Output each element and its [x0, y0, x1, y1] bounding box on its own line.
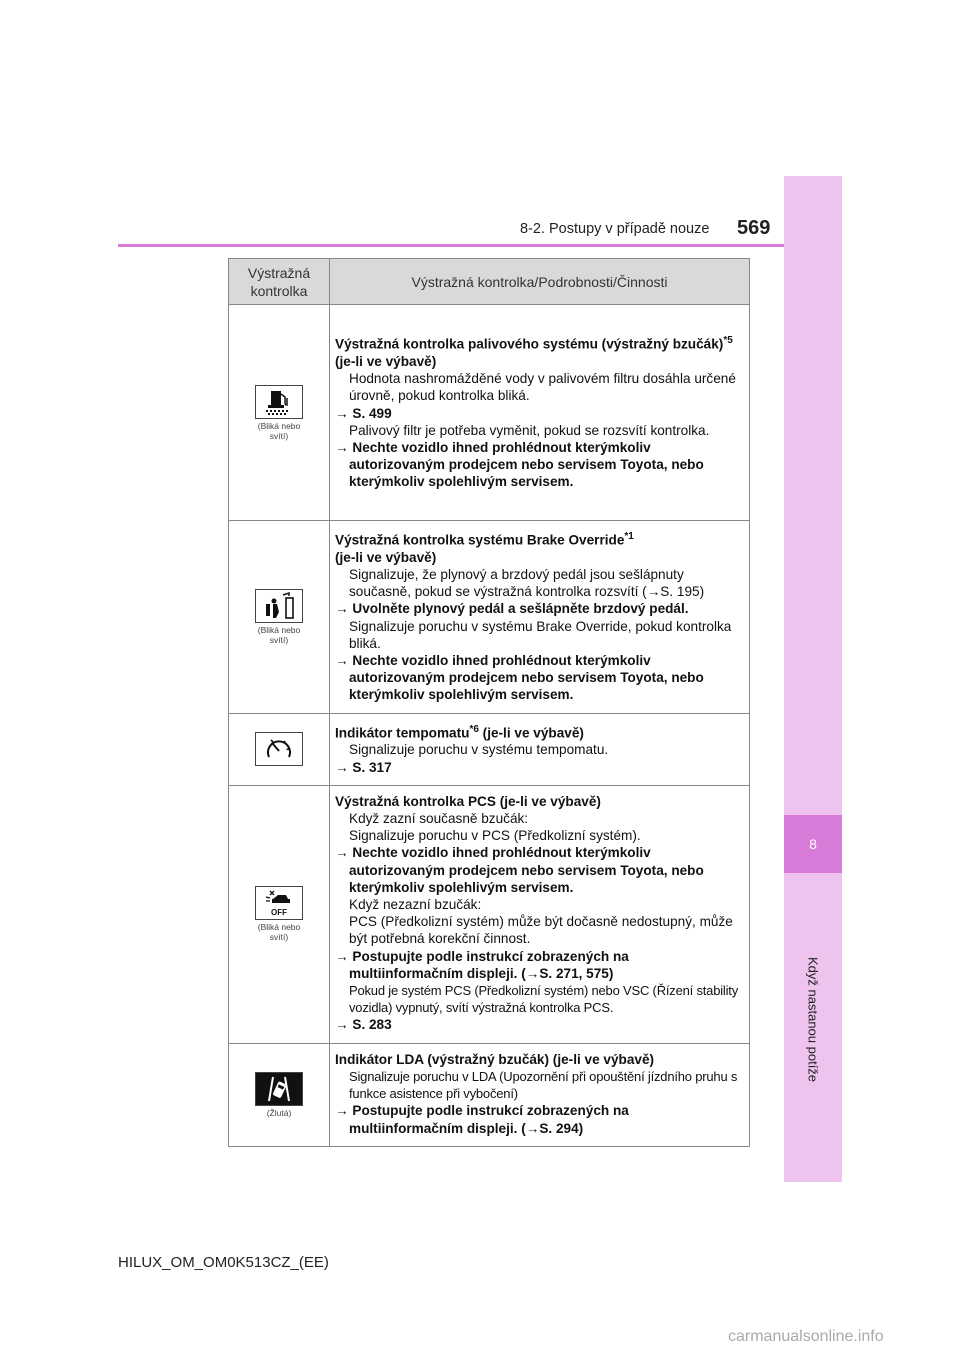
table-row	[229, 521, 750, 714]
row-text: Signalizuje, že plynový a brzdový pedál jsou sešlápnuty současně, pokud se výstražná kontrolka rozsvítí (→S. 195)	[349, 566, 705, 600]
icon-cell	[229, 1043, 330, 1146]
row-text: Signalizuje poruchu v PCS (Předkolizní systém).	[349, 828, 641, 844]
row-text: Když zazní současně bzučák:	[349, 810, 529, 826]
lda-icon	[255, 1072, 303, 1106]
page-number: 569	[737, 217, 771, 239]
table-row	[229, 305, 750, 521]
icon-caption: (Bliká nebo svítí)	[257, 922, 301, 943]
row-text: Palivový filtr je potřeba vyměnit, pokud se rozsvítí kontrolka.	[349, 422, 710, 438]
icon-caption: (Žlutá)	[266, 1107, 292, 1118]
chapter-number: 8	[784, 815, 842, 873]
row-text: Hodnota nashromážděné vody v palivovém filtru dosáhla určené úrovně, pokud kontrolka bliká.	[349, 371, 736, 404]
row-action: → Nechte vozidlo ihned prohlédnout kterýmkoliv autorizovaným prodejcem nebo servisem Toyota, nebo kterýmkoliv spolehlivým servisem.	[335, 845, 704, 895]
section-title: 8-2. Postupy v případě nouze	[520, 221, 710, 237]
row-title: Výstražná kontrolka PCS (je-li ve výbavě)	[335, 793, 601, 809]
icon-cell	[229, 785, 330, 1043]
row-action: → Postupujte podle instrukcí zobrazených na multiinformačním displeji. (→S. 294)	[335, 1103, 629, 1136]
details-cell	[330, 521, 750, 714]
icon-cell	[229, 305, 330, 521]
row-title: Výstražná kontrolka systému Brake Override$^{*1}$ (je-li ve výbavě)	[335, 531, 634, 565]
row-text: Signalizuje poruchu v systému Brake Override, pokud kontrolka bliká.	[349, 618, 732, 651]
column-header-light: Výstražná kontrolka	[229, 259, 330, 305]
details-cell	[330, 1043, 750, 1146]
details-cell	[330, 785, 750, 1043]
table-header-row	[229, 259, 750, 305]
row-text: PCS (Předkolizní systém) může být dočasně nedostupný, může být potřebná korekční činnost.	[349, 914, 733, 947]
icon-caption: (Bliká nebo svítí)	[257, 624, 301, 645]
icon-caption: (Bliká nebo svítí)	[257, 420, 301, 441]
row-title: Indikátor tempomatu$^{*6}$ (je-li ve výbavě)	[335, 723, 584, 741]
brake-override-icon	[255, 589, 303, 623]
table-row	[229, 785, 750, 1043]
row-title: Výstražná kontrolka palivového systému (výstražný bzučák)$^{*5}$ (je-li ve výbavě)	[335, 335, 733, 370]
row-action: → Nechte vozidlo ihned prohlédnout kterýmkoliv autorizovaným prodejcem nebo servisem Toyota, nebo kterýmkoliv spolehlivým servisem.	[335, 652, 704, 703]
watermark: carmanualsonline.info	[728, 1328, 884, 1345]
pcs-off-icon	[255, 886, 303, 920]
chapter-title-container	[788, 880, 838, 1160]
row-action: → Uvolněte plynový pedál a sešlápněte brzdový pedál.	[335, 601, 689, 617]
row-text: Když nezazní bzučák:	[349, 897, 482, 912]
header-rule	[118, 244, 784, 247]
pcs-off-label: OFF	[271, 908, 287, 918]
row-action: → S. 317	[335, 759, 392, 775]
document-code: HILUX_OM_OM0K513CZ_(EE)	[118, 1254, 329, 1271]
chapter-title: Když nastanou potíže	[805, 957, 821, 1083]
row-text: Signalizuje poruchu v systému tempomatu.	[349, 742, 609, 758]
row-text: Pokud je systém PCS (Předkolizní systém) nebo VSC (Řízení stability vozidla) vypnutý, svítí výstražná kontrolka PCS.	[349, 983, 739, 1016]
row-action: → Nechte vozidlo ihned prohlédnout kterýmkoliv autorizovaným prodejcem nebo servisem Toyota, nebo kterýmkoliv spolehlivým servisem.	[335, 440, 704, 490]
row-title: Indikátor LDA (výstražný bzučák) (je-li ve výbavě)	[335, 1051, 655, 1067]
icon-cell	[229, 713, 330, 785]
details-cell	[330, 305, 750, 521]
row-action: → S. 499	[335, 405, 392, 421]
details-cell	[330, 713, 750, 785]
table-row	[229, 1043, 750, 1146]
icon-cell	[229, 521, 330, 714]
warning-lights-table	[228, 258, 750, 1147]
table-row	[229, 713, 750, 785]
row-text: Signalizuje poruchu v LDA (Upozornění při opouštění jízdního pruhu s funkce asistence při vybočení)	[349, 1068, 738, 1102]
column-header-details: Výstražná kontrolka/Podrobnosti/Činnosti	[330, 259, 750, 305]
row-action: → S. 283	[335, 1017, 392, 1033]
cruise-control-icon	[255, 732, 303, 766]
row-action: → Postupujte podle instrukcí zobrazených na multiinformačním displeji. (→S. 271, 575)	[335, 948, 629, 981]
fuel-filter-warning-icon	[255, 385, 303, 419]
